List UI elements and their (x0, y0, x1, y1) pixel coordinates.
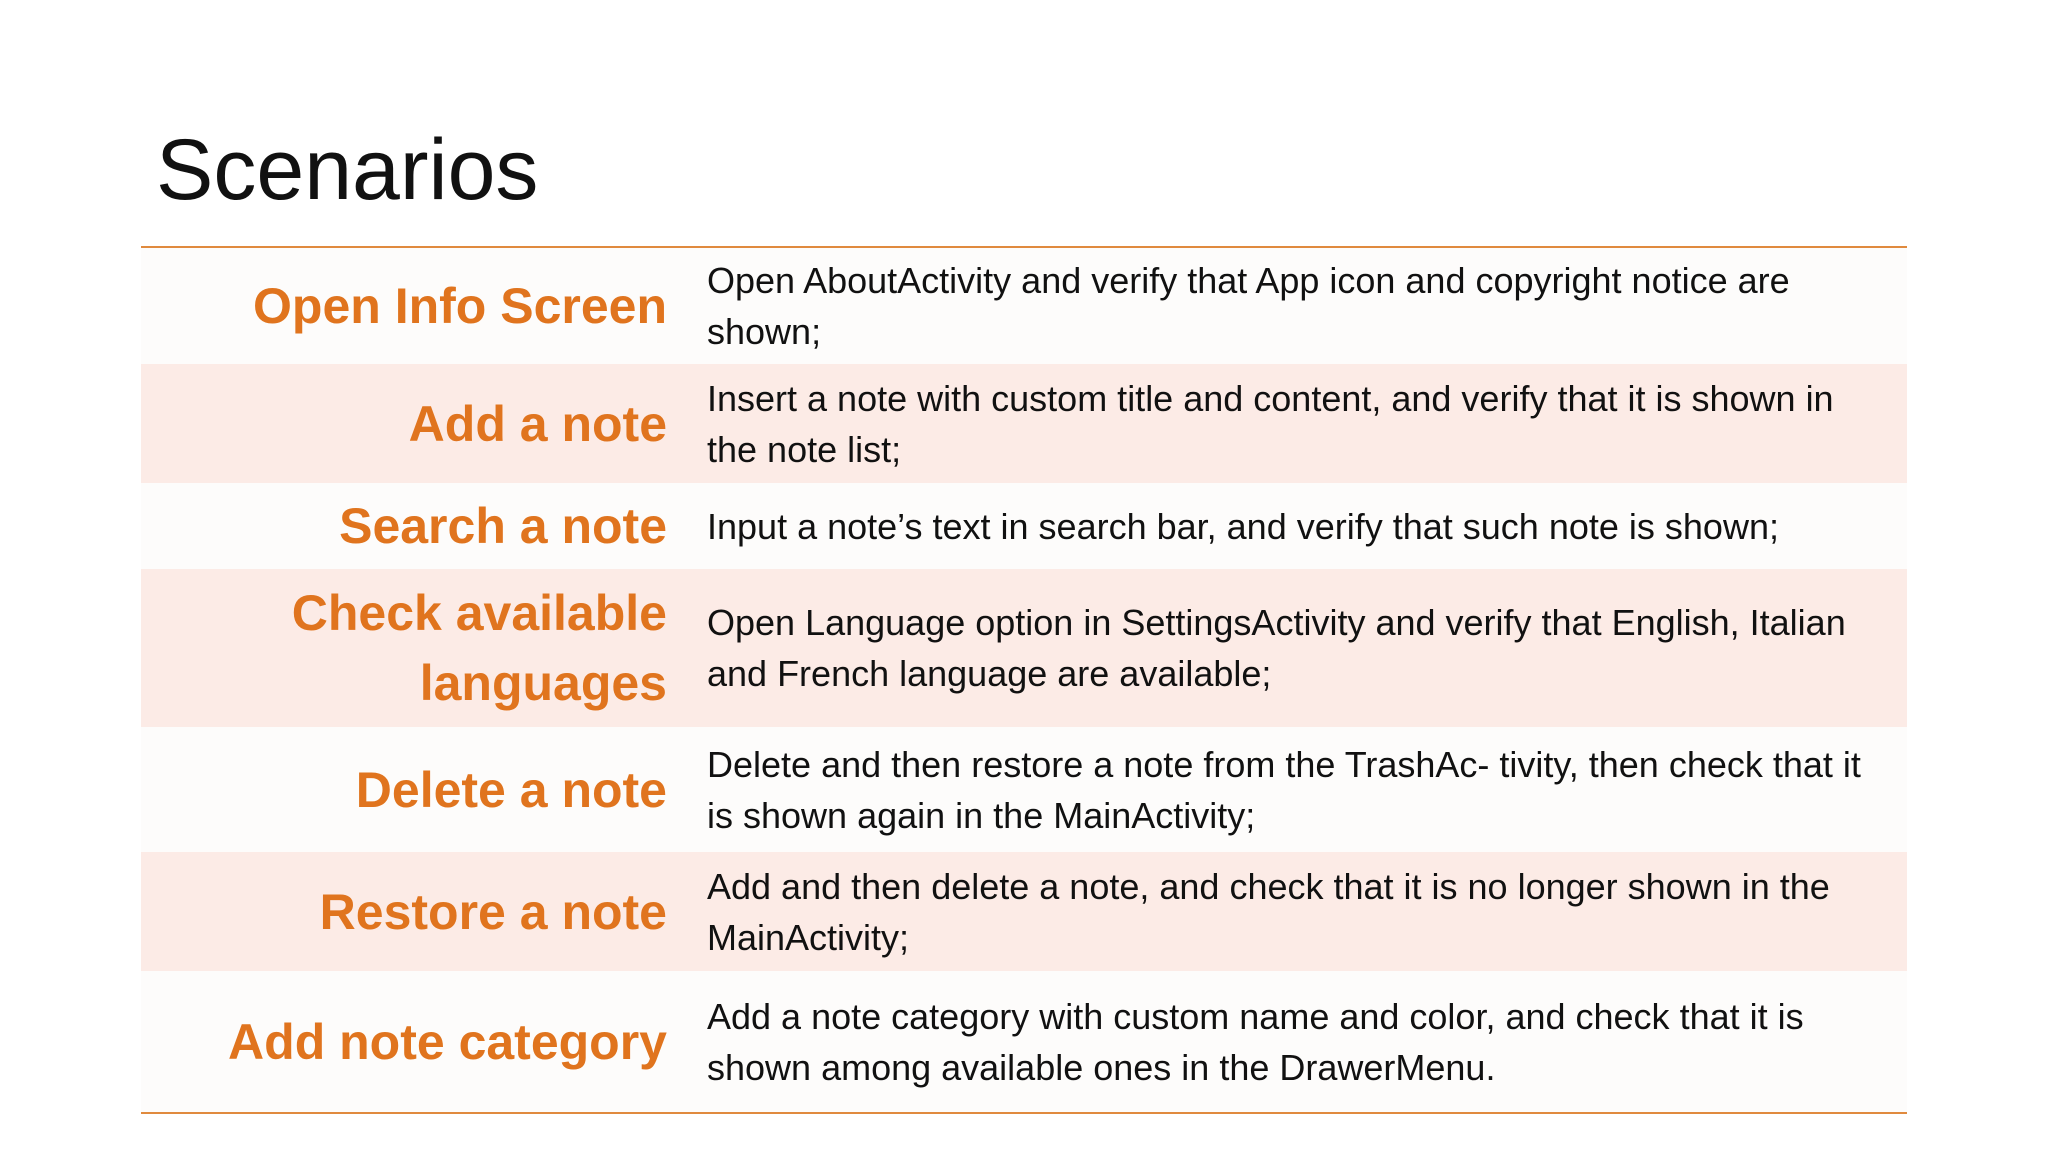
scenario-row-restore-a-note (141, 852, 1907, 971)
scenario-name: Open Info Screen (253, 278, 667, 334)
scenario-row-check-available-languages (141, 569, 1907, 727)
scenario-description: Open AboutActivity and verify that App icon and copyright notice are shown; (707, 260, 1790, 352)
scenario-name: Search a note (339, 498, 667, 554)
slide-title: Scenarios (156, 122, 539, 218)
scenario-name: Add a note (408, 395, 667, 452)
scenario-name: Delete a note (355, 761, 667, 818)
scenario-row-delete-a-note (141, 727, 1907, 852)
scenario-description: Insert a note with custom title and content, and verify that it is shown in the note list; (707, 377, 1834, 470)
scenario-row-search-a-note (141, 483, 1907, 569)
scenario-row-open-info-screen (141, 248, 1907, 364)
scenario-name: Add note category (228, 1013, 667, 1070)
scenario-row-add-note-category (141, 971, 1907, 1112)
scenario-description: Open Language option in SettingsActivity and verify that English, Italian and French language are available; (707, 602, 1846, 694)
scenario-description: Add and then delete a note, and check that it is no longer shown in the MainActivity; (707, 865, 1830, 958)
scenario-row-add-a-note (141, 364, 1907, 483)
scenario-description: Add a note category with custom name and color, and check that it is shown among available ones in the DrawerMenu. (707, 995, 1804, 1088)
scenario-description: Delete and then restore a note from the TrashAc- tivity, then check that it is shown again in the MainActivity; (707, 743, 1861, 836)
scenario-name: Check available languages (291, 585, 667, 711)
scenario-table (141, 246, 1907, 1114)
scenario-description: Input a note’s text in search bar, and verify that such note is shown; (707, 505, 1779, 547)
scenario-name: Restore a note (319, 883, 667, 940)
